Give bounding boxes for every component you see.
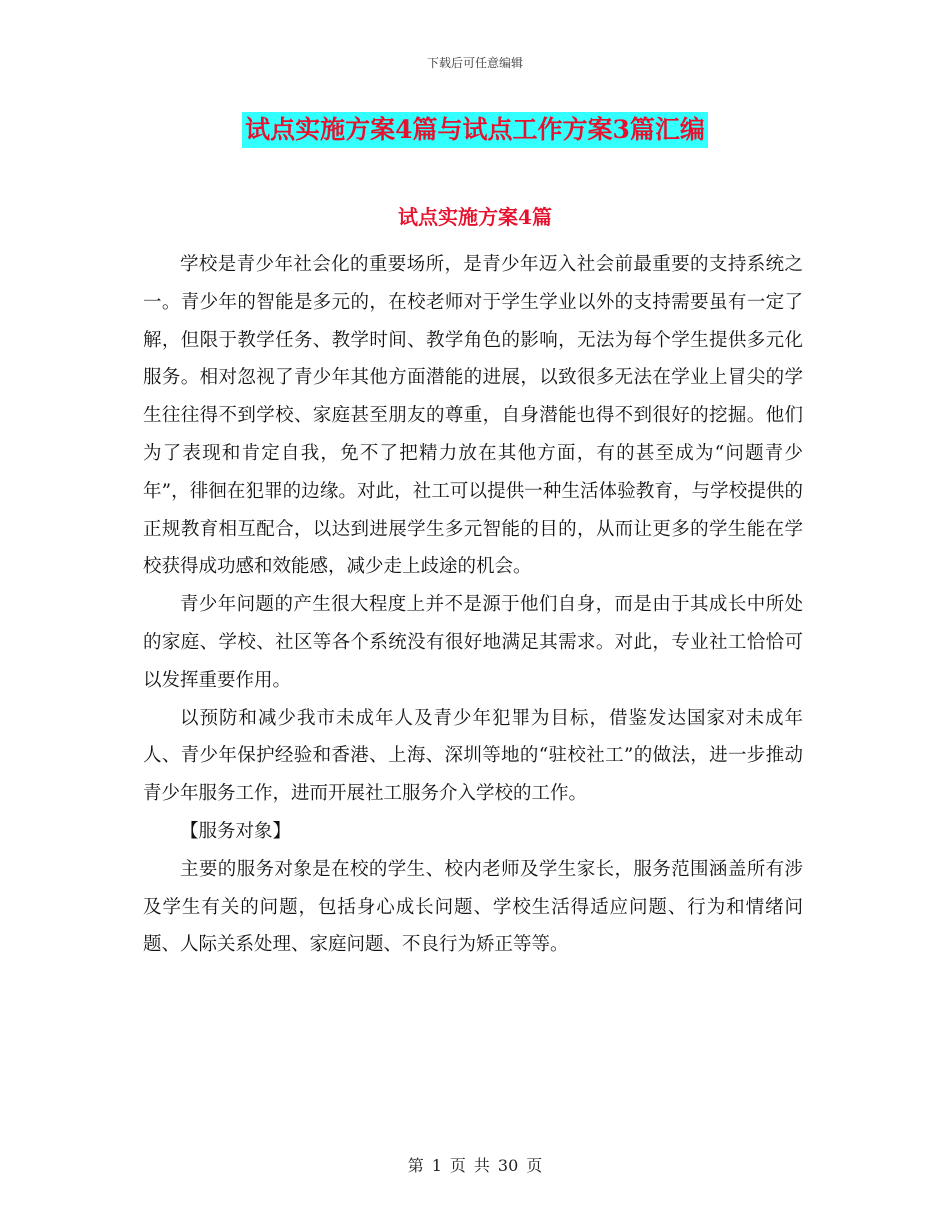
header-note: 下载后可任意编辑 — [426, 56, 523, 70]
paragraph: 学校是青少年社会化的重要场所，是青少年迈入社会前最重要的支持系统之一。青少年的智能是多元的，在校老师对于学生学业以外的支持需要虽有一定了解，但限于教学任务、教学时间、教学角色的影响，无法为每个学生提供多元化服务。相对忽视了青少年其他方面潜能的进展，以致很多无法在学业上冒尖的学生往往得不到学校、家庭甚至朋友的尊重，自身潜能也得不到很好的挖掘。他们为了表现和肯定自我，免不了把精力放在其他方面，有的甚至成为“问题青少年”，徘徊在犯罪的边缘。对此，社工可以提供一种生活体验教育，与学校提供的正规教育相互配合，以达到进展学生多元智能的目的，从而让更多的学生能在学校获得成功感和效能感，减少走上歧途的机会。 — [143, 254, 803, 578]
document-body — [143, 246, 803, 964]
document-title-container — [0, 112, 950, 148]
footer-word: 第 — [407, 1156, 424, 1175]
paragraph: 主要的服务对象是在校的学生、校内老师及学生家长，服务范围涵盖所有涉及学生有关的问题，包括身心成长问题、学校生活得适应问题、行为和情绪问题、人际关系处理、家庭问题、不良行为矫正等等。 — [143, 858, 803, 956]
subheading-service-target: 【服务对象】 — [180, 820, 292, 842]
footer-word: 共 — [473, 1156, 490, 1175]
section-title: 试点实施方案4篇 — [398, 205, 552, 229]
page-footer — [0, 1153, 950, 1176]
total-page-count: 30 — [497, 1156, 519, 1175]
footer-word: 页 — [526, 1156, 543, 1175]
current-page-number: 1 — [431, 1156, 442, 1175]
document-title: 试点实施方案4篇与试点工作方案3篇汇编 — [242, 112, 708, 148]
footer-word: 页 — [449, 1156, 466, 1175]
paragraph: 青少年问题的产生很大程度上并不是源于他们自身，而是由于其成长中所处的家庭、学校、社区等各个系统没有很好地满足其需求。对此，专业社工恰恰可以发挥重要作用。 — [143, 594, 803, 691]
paragraph: 以预防和减少我市未成年人及青少年犯罪为目标，借鉴发达国家对未成年人、青少年保护经验和香港、上海、深圳等地的“驻校社工”的做法，进一步推动青少年服务工作，进而开展社工服务介入学校的工作。 — [143, 707, 803, 805]
